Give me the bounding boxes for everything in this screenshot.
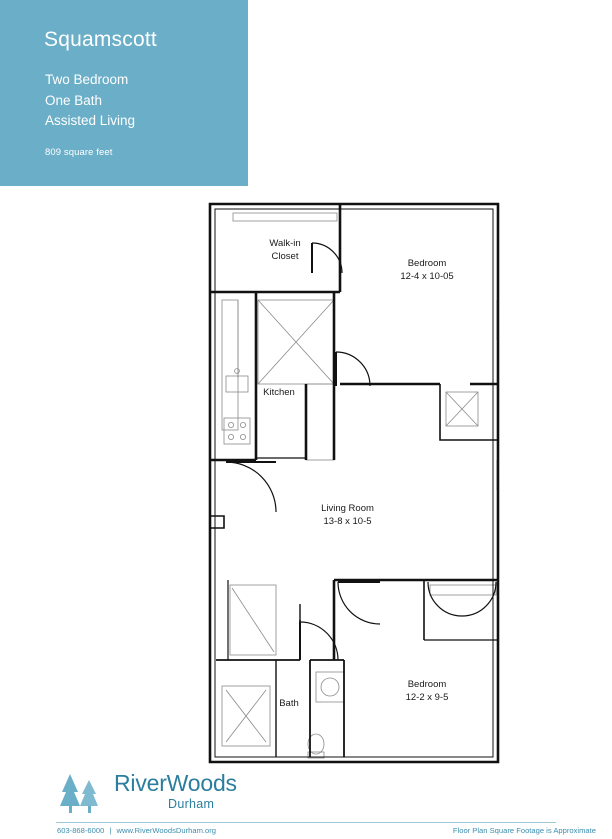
room-label-living-room: Living Room 13-8 x 10-5 — [321, 503, 374, 527]
door-swings — [226, 243, 496, 660]
room-label-bedroom-1: Bedroom 12-4 x 10-05 — [400, 258, 454, 282]
logo-location: Durham — [168, 797, 215, 811]
square-footage-text: 809 square feet — [45, 147, 113, 158]
room-label-bedroom-2: Bedroom 12-2 x 9-5 — [405, 679, 449, 703]
room-label-kitchen: Kitchen — [263, 387, 295, 398]
footer-divider — [56, 822, 556, 823]
riverwoods-logo — [56, 770, 286, 818]
footer-phone: 603-868-6000 — [57, 826, 105, 835]
footer-disclaimer: Floor Plan Square Footage is Approximate — [452, 826, 596, 835]
unit-description-line-3: Assisted Living — [45, 113, 136, 128]
footer-website-link[interactable]: www.RiverWoodsDurham.org — [116, 826, 216, 835]
page-title: Squamscott — [44, 28, 157, 51]
room-label-walkin-closet: Walk-in Closet — [269, 238, 301, 262]
logo-wordmark: RiverWoods — [114, 770, 237, 796]
footer-separator: | — [109, 826, 112, 835]
unit-description-line-1: Two Bedroom — [45, 72, 129, 87]
unit-description-line-2: One Bath — [45, 92, 103, 108]
footer-contact — [57, 826, 216, 835]
fixture-lines — [222, 213, 497, 758]
pine-trees-icon — [56, 772, 108, 814]
room-label-bath: Bath — [279, 698, 299, 709]
